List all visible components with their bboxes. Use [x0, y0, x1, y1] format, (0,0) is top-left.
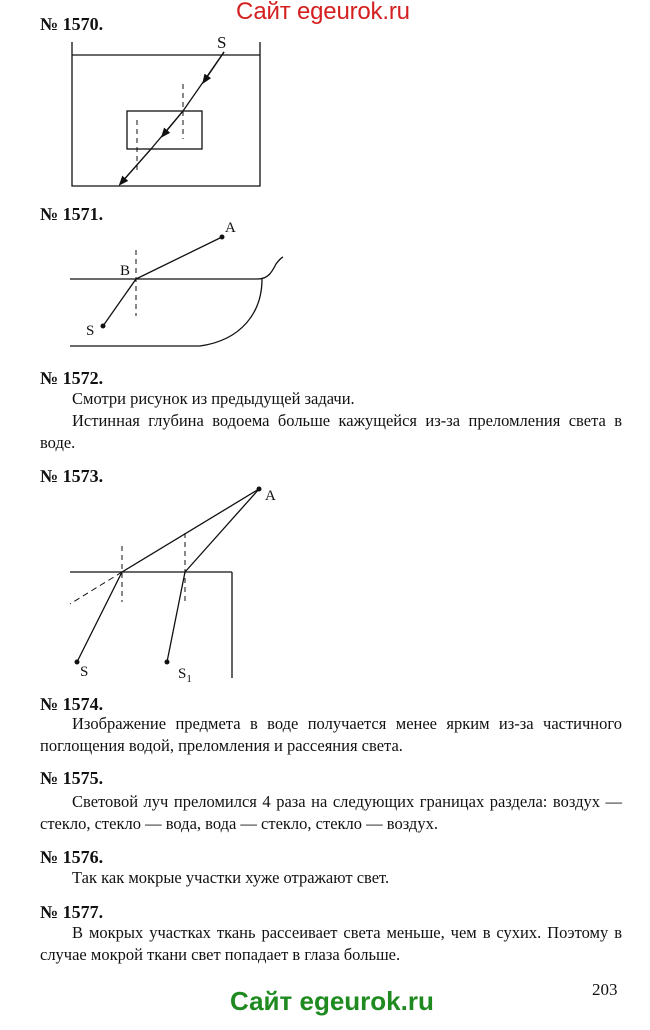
point-A: [257, 487, 262, 492]
problem-number-1572: № 1572.: [40, 368, 104, 388]
glass-vessel-outline: [72, 42, 260, 186]
point-S: [101, 324, 106, 329]
figure-1573: [0, 480, 650, 685]
label-S1: $S_1$: [178, 666, 192, 685]
water-surface: [70, 257, 283, 279]
problem-number-1574: № 1574.: [40, 694, 104, 714]
problem-number-1573: № 1573.: [40, 466, 104, 486]
answer-1577: В мокрых участках ткань рассеивает света меньше, чем в сухих. Поэтому в случае мокрой ткани свет попадает в глаза больше.: [40, 923, 622, 964]
page-number: 203: [592, 980, 618, 999]
ray-A-to-surface-1: [122, 489, 259, 572]
ray-arrow-2: [164, 111, 183, 134]
ray-BS: [103, 279, 136, 326]
ray-AB: [136, 237, 222, 279]
label-A: A: [265, 488, 276, 504]
label-S: S: [217, 33, 227, 52]
answer-1574: Изображение предмета в воде получается менее ярким из-за частичного поглощения водой, преломления и рассеяния света.: [40, 714, 622, 755]
answer-1575: Световой луч преломился 4 раза на следующих границах раздела: воздух — стекло, стекло — вода, вода — стекло, стекло — воздух.: [40, 792, 622, 833]
basin-bottom: [70, 279, 262, 346]
answer-1572-line1: Смотри рисунок из предыдущей задачи.: [72, 389, 355, 408]
figure-1571: [0, 200, 650, 360]
problem-number-1576: № 1576.: [40, 847, 104, 867]
point-A: [220, 235, 225, 240]
problem-number-1577: № 1577.: [40, 902, 104, 922]
ray-arrow-1: [205, 52, 224, 80]
label-B: B: [120, 263, 131, 279]
label-A: A: [225, 220, 236, 236]
light-ray: [120, 52, 224, 184]
answer-1576: Так как мокрые участки хуже отражают свет.: [72, 868, 390, 887]
site-watermark-top: Сайт egeurok.ru: [236, 0, 410, 25]
ray-to-S: [77, 572, 122, 662]
glass-block: [127, 111, 202, 149]
point-S: [75, 660, 80, 665]
problem-number-1575: № 1575.: [40, 768, 104, 788]
label-S: S: [80, 664, 89, 680]
point-S1: [165, 660, 170, 665]
ray-A-to-surface-2: [185, 489, 259, 572]
ray-to-S1: [167, 572, 185, 662]
problem-number-1570: № 1570.: [40, 14, 104, 34]
ray-arrow-3: [122, 149, 151, 182]
problem-number-1571: № 1571.: [40, 204, 104, 224]
answer-1572-line2: Истинная глубина водоема больше кажущейся из-за преломления света в воде.: [40, 411, 622, 452]
figure-1570: [0, 0, 650, 200]
label-S: S: [86, 323, 95, 339]
site-watermark-bottom: Сайт egeurok.ru: [230, 986, 434, 1016]
